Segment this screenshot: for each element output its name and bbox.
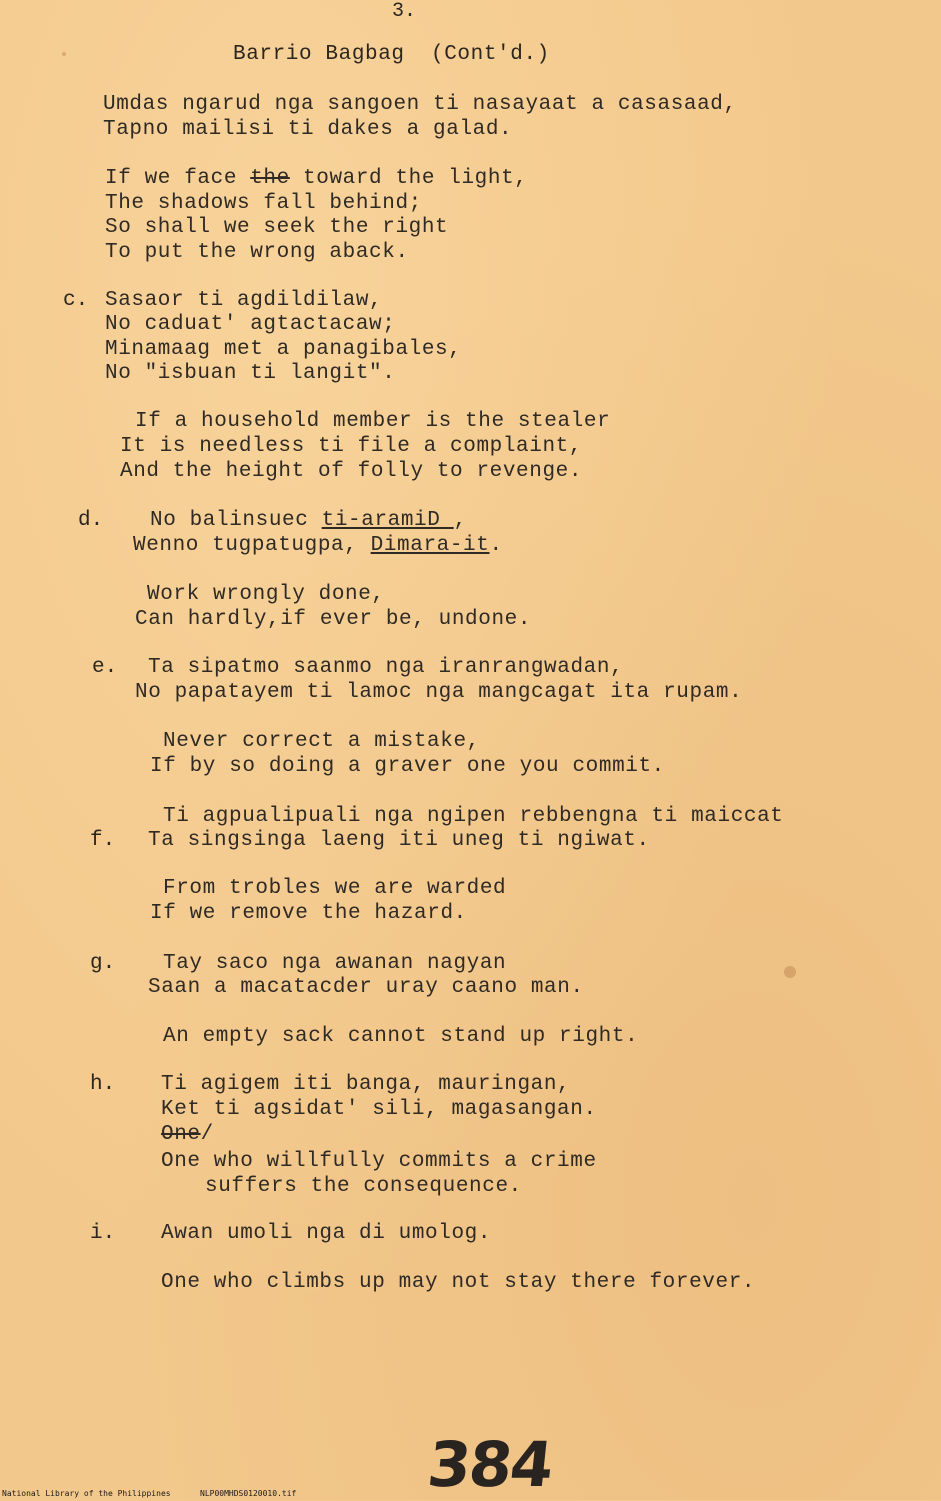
verse-line: Ket ti agsidat' sili, magasangan.: [161, 1098, 597, 1121]
struck-line: [161, 1122, 214, 1147]
translation-line: [105, 166, 527, 191]
translation-text: If we face: [105, 167, 251, 190]
verse-line: Minamaag met a panagibales,: [105, 338, 462, 361]
translation-line: So shall we seek the right: [105, 216, 449, 239]
verse-line: Saan a macatacder uray caano man.: [148, 976, 584, 999]
translation-line: Work wrongly done,: [147, 583, 385, 606]
verse-line: No caduat' agtactacaw;: [105, 313, 396, 336]
translation-line: If we remove the hazard.: [150, 902, 467, 925]
verse-line: Umdas ngarud nga sangoen ti nasayaat a casasaad,: [103, 93, 737, 116]
verse-line: Ta singsinga laeng iti uneg ti ngiwat.: [148, 829, 650, 852]
translation-line: Never correct a mistake,: [163, 730, 480, 753]
page-number: 3.: [392, 0, 417, 23]
verse-text: No balinsuec: [150, 509, 322, 532]
item-label-e: e.: [92, 656, 118, 679]
verse-line: Ta sipatmo saanmo nga iranrangwadan,: [148, 656, 624, 679]
translation-text: toward the light,: [289, 167, 528, 190]
underlined-word: ti-aramiD: [321, 509, 454, 532]
verse-line: Ti agigem iti banga, mauringan,: [161, 1073, 571, 1096]
slash-mark: /: [200, 1123, 214, 1146]
verse-line: No "isbuan ti langit".: [105, 362, 396, 385]
verse-text: .: [489, 534, 503, 557]
translation-line: An empty sack cannot stand up right.: [163, 1025, 639, 1048]
translation-line: One who climbs up may not stay there forever.: [161, 1271, 756, 1294]
verse-line: [133, 533, 503, 558]
verse-line: Tapno mailisi ti dakes a galad.: [103, 118, 513, 141]
archive-page-stamp: 384: [424, 1428, 556, 1501]
struck-word: One: [161, 1123, 201, 1146]
verse-line: Sasaor ti agdildilaw,: [105, 289, 383, 312]
footer-library-credit: National Library of the Philippines: [2, 1489, 171, 1498]
translation-line: suffers the consequence.: [205, 1175, 522, 1198]
item-label-c: c.: [63, 289, 89, 312]
verse-line: No papatayem ti lamoc nga mangcagat ita rupam.: [135, 681, 743, 704]
translation-line: The shadows fall behind;: [105, 192, 422, 215]
page-title: Barrio Bagbag (Cont'd.): [233, 43, 550, 66]
item-label-d: d.: [78, 509, 104, 532]
verse-text: ,: [453, 509, 467, 532]
underlined-word: Dimara-it: [370, 534, 490, 557]
item-label-h: h.: [90, 1073, 116, 1096]
translation-line: It is needless ti file a complaint,: [120, 435, 583, 458]
translation-line: One who willfully commits a crime: [161, 1150, 597, 1173]
translation-line: If a household member is the stealer: [135, 410, 611, 433]
item-label-f: f.: [90, 829, 116, 852]
verse-line: [150, 508, 467, 533]
translation-line: To put the wrong aback.: [105, 241, 409, 264]
paper-stain: [62, 52, 66, 56]
item-label-g: g.: [90, 952, 116, 975]
translation-line: From trobles we are warded: [163, 877, 507, 900]
verse-line: Ti agpualipuali nga ngipen rebbengna ti maiccat: [163, 805, 784, 828]
verse-line: Tay saco nga awanan nagyan: [163, 952, 507, 975]
item-label-i: i.: [90, 1222, 116, 1245]
struck-word: the: [250, 167, 290, 190]
verse-text: Wenno tugpatugpa,: [133, 534, 371, 557]
paper-stain: [784, 966, 796, 978]
translation-line: Can hardly,if ever be, undone.: [135, 608, 532, 631]
translation-line: And the height of folly to revenge.: [120, 460, 583, 483]
verse-line: Awan umoli nga di umolog.: [161, 1222, 492, 1245]
footer-filename: NLP00MHDS0120010.tif: [200, 1489, 297, 1498]
translation-line: If by so doing a graver one you commit.: [150, 755, 665, 778]
